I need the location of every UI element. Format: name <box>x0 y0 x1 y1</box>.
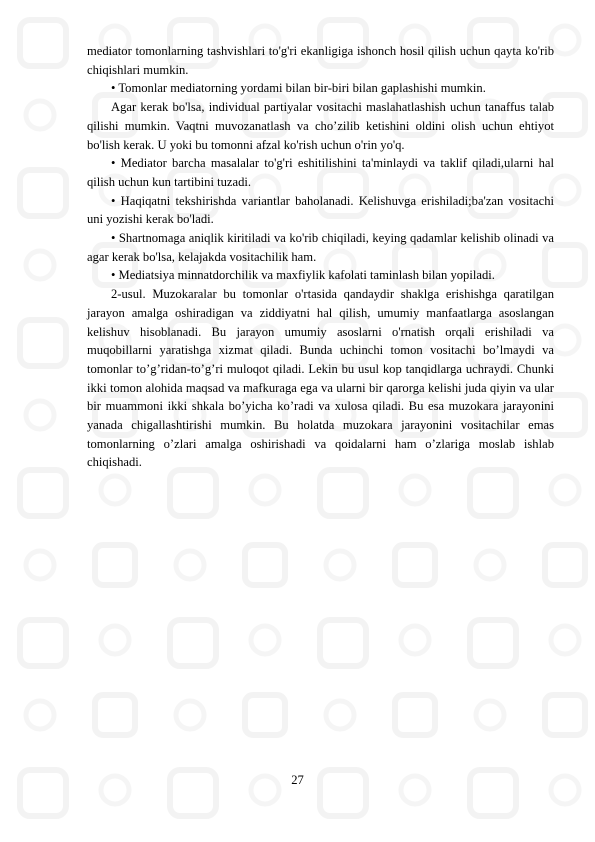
paragraph-2: • Tomonlar mediatorning yordami bilan bir-biri bilan gaplashishi mumkin. <box>111 81 486 96</box>
paragraph-8: 2-usul. Muzokaralar bu tomonlar o'rtasida qandaydir shaklga erishishga qaratilgan jarayon amalga oshiradigan va ziddiyatni hal qilish, umumiy manfaatlarga asoslangan kelishuv hisoblanadi. Bu jarayon umumiy asoslarni o'rnatish orqali erishiladi va muqobillarni yaratishga xizmat qiladi. Bunda uchinchi tomon vositachi bo’lmaydi va tomonlar to’g’ridan-to’g’ri muloqot qiladi. Lekin bu usul kop tanqidlarga uchraydi. Chunki ikki tomon alohida maqsad va mafkuraga ega va ularni bir qarorga kelishi juda qiyin va ular bir muammoni ikki shkala bo’yicha ko’radi va xulosa qiladi. Bu esa muzokara jarayonini yanada chigallashtirishi mumkin. Bu holatda muzokara jarayonini vositachilar emas tomonlarning o’zlari amalga oshirishadi va qoidalarni ham o’zlariga moslab ishlab chiqishadi. <box>87 287 554 470</box>
document-body <box>87 42 554 472</box>
paragraph-7: • Mediatsiya minnatdorchilik va maxfiylik kafolati taminlash bilan yopiladi. <box>111 268 495 283</box>
paragraph-4: • Mediator barcha masalalar to'g'ri eshitilishini ta'minlaydi va taklif qiladi,ularni hal qilish uchun kun tartibini tuzadi. <box>87 156 554 189</box>
paragraph-1: mediator tomonlarning tashvishlari to'g'ri ekanligiga ishonch hosil qilish uchun qayta ko'rib chiqishlari mumkin. <box>87 44 554 77</box>
paragraph-5: • Haqiqatni tekshirishda variantlar baholanadi. Kelishuvga erishiladi;ba'zan vositachi uni yozishi kerak bo'ladi. <box>87 193 554 227</box>
paragraph-6: • Shartnomaga aniqlik kiritiladi va ko'rib chiqiladi, keying qadamlar kelishib olinadi va agar kerak bo'lsa, kelajakda vositachilik ham. <box>87 231 554 264</box>
paragraph-3: Agar kerak bo'lsa, individual partiyalar vositachi maslahatlashish uchun tanaffus talab qilishi mumkin. Vaqtni muvozanatlash va cho’zilib ketishini oldini olish uchun ehtiyot bo'lish kerak. U yoki bu tomonni afzal ko'rish uchun o'rin yo'q. <box>87 100 554 152</box>
page-number: 27 <box>291 773 304 787</box>
